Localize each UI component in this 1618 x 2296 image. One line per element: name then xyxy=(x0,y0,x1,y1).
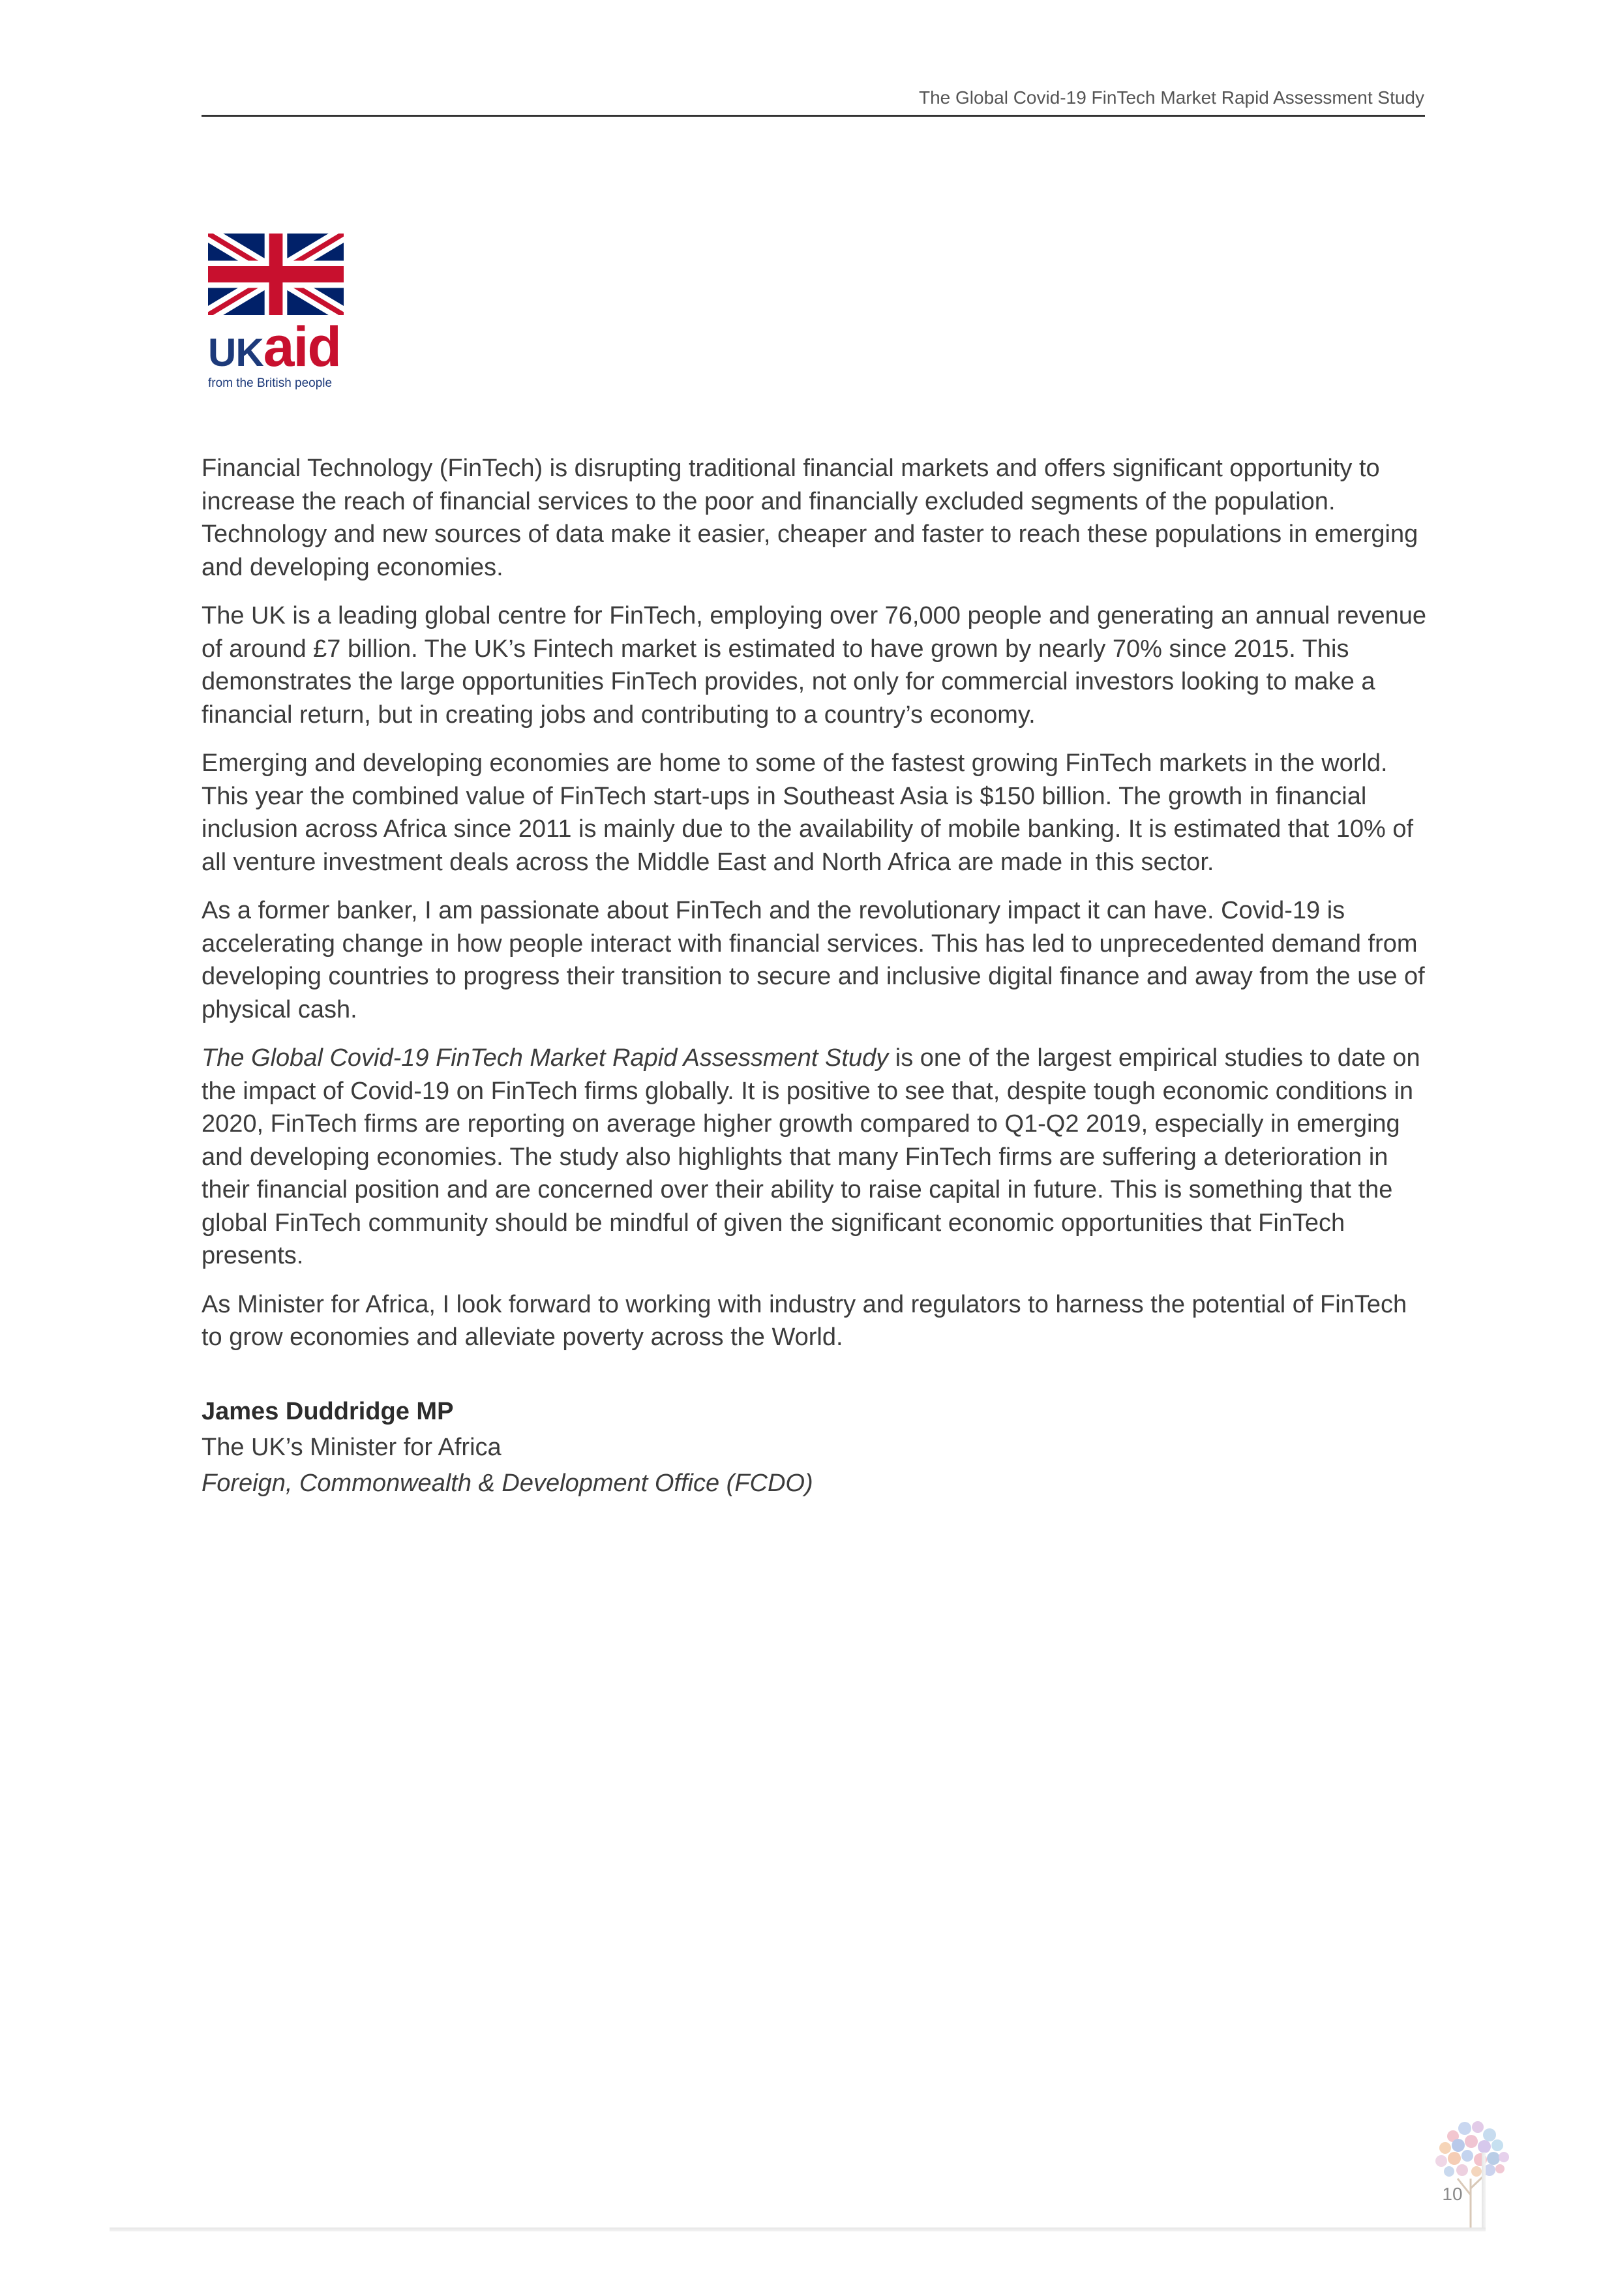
paragraph-2: The UK is a leading global centre for FinTech, employing over 76,000 people and generating an annual revenue of around £7 billion. The UK’s Fintech market is estimated to have grown by nearly 70% since 2015. This demonstrates the large opportunities FinTech provides, not only for commercial investors looking to make a financial return, but in creating jobs and contributing to a country’s economy. xyxy=(202,602,1427,729)
paragraph-6: As Minister for Africa, I look forward to working with industry and regulators to harness the potential of FinTech to grow economies and alleviate poverty across the World. xyxy=(202,1290,1407,1351)
tree-decoration-icon xyxy=(1422,2117,1520,2234)
signatory-name: James Duddridge MP xyxy=(202,1398,454,1425)
ukaid-logo xyxy=(208,234,345,391)
logo-aid-text: aid xyxy=(263,316,340,378)
paragraph-4: As a former banker, I am passionate about FinTech and the revolutionary impact it can have. Covid-19 is accelerating change in how people interact with financial services. This has led to unprecedented demand from developing countries to progress their transition to secure and inclusive digital finance and away from the use of physical cash. xyxy=(202,897,1425,1023)
logo-uk-text: UK xyxy=(208,331,263,374)
footer-divider xyxy=(110,2228,1486,2231)
running-header-title: The Global Covid-19 FinTech Market Rapid Assessment Study xyxy=(918,87,1424,108)
paragraph-5-text: is one of the largest empirical studies to date on the impact of Covid-19 on FinTech firms globally. It is positive to see that, despite tough economic conditions in 2020, FinTech firms are reporting on average higher growth compared to Q1-Q2 2019, especially in emerging and developing economies. The study also highlights that many FinTech firms are suffering a deterioration in their financial position and are concerned over their ability to raise capital in future. This is something that the global FinTech community should be mindful of given the significant economic opportunities that FinTech presents. xyxy=(202,1044,1420,1269)
paragraph-3: Emerging and developing economies are home to some of the fastest growing FinTech markets in the world. This year the combined value of FinTech start-ups in Southeast Asia is $150 billion. The growth in financial inclusion across Africa since 2011 is mainly due to the availability of mobile banking. It is estimated that 10% of all venture investment deals across the Middle East and North Africa are made in this sector. xyxy=(202,749,1414,876)
foreword-body xyxy=(202,452,1428,1370)
paragraph-5 xyxy=(202,1042,1428,1273)
ukaid-wordmark xyxy=(208,316,345,378)
page-number: 10 xyxy=(1442,2184,1463,2204)
study-title-italic: The Global Covid-19 FinTech Market Rapid Assessment Study xyxy=(202,1044,889,1072)
signatory-organisation: Foreign, Commonwealth & Development Office (FCDO) xyxy=(202,1470,813,1497)
footer-side-rule xyxy=(1482,2152,1486,2231)
paragraph-1: Financial Technology (FinTech) is disrupting traditional financial markets and offers significant opportunity to increase the reach of financial services to the poor and financially excluded segments of the population. Technology and new sources of data make it easier, cheaper and faster to reach these populations in emerging and developing economies. xyxy=(202,455,1418,581)
header-divider xyxy=(202,115,1425,117)
signature-block xyxy=(202,1394,813,1502)
signatory-role: The UK’s Minister for Africa xyxy=(202,1434,502,1461)
union-jack-flag-icon xyxy=(208,234,344,315)
logo-tagline: from the British people xyxy=(208,376,333,390)
